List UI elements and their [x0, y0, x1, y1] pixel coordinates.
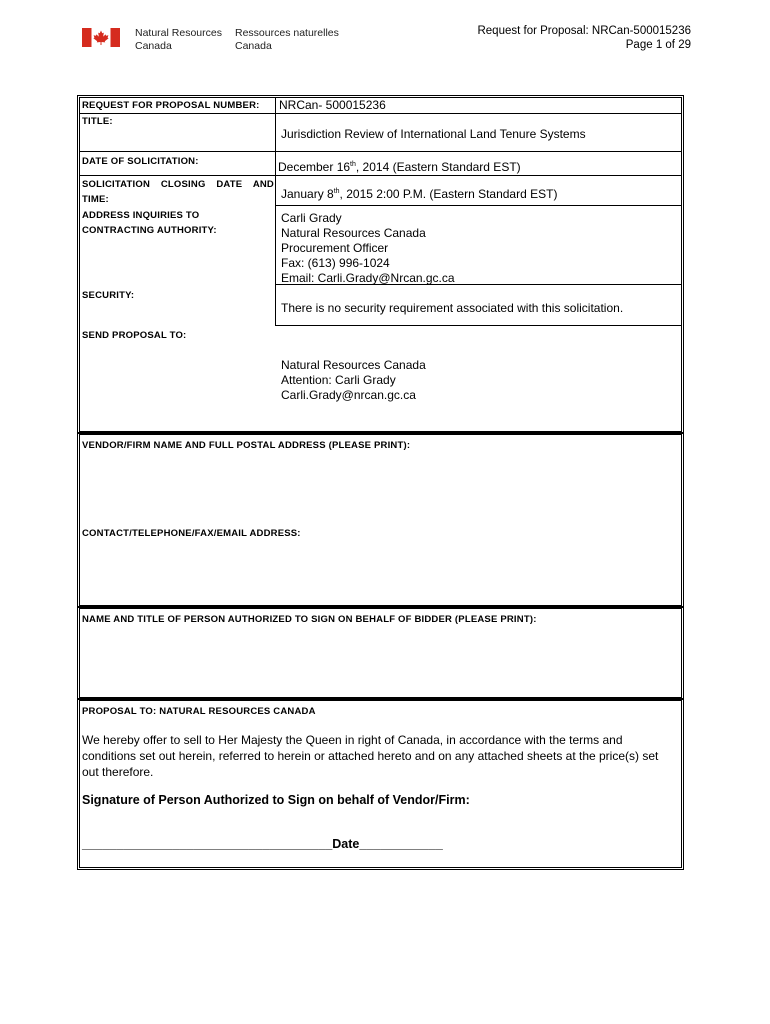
- offer-statement: We hereby offer to sell to Her Majesty the Queen in right of Canada, in accordance with the terms and conditions set out herein, referred to herein or attached hereto and on any attached sheets at the price(s) set out therefore.: [82, 733, 659, 779]
- rfp-number-value: NRCan- 500015236: [279, 98, 386, 112]
- row-divider: [275, 205, 681, 206]
- page-number: Page 1 of 29: [625, 39, 691, 51]
- proposal-offer-section: [77, 698, 684, 870]
- contact-email: Email: Carli.Grady@Nrcan.gc.ca: [281, 271, 455, 285]
- row-divider: [80, 175, 681, 176]
- date-label: DATE OF SOLICITATION:: [82, 156, 199, 167]
- send-proposal-label: SEND PROPOSAL TO:: [82, 330, 187, 341]
- title-value: Jurisdiction Review of International Land Tenure Systems: [281, 127, 586, 141]
- title-label: TITLE:: [82, 116, 113, 127]
- authorized-signer-section: [77, 606, 684, 700]
- closing-value-suffix: th: [333, 188, 340, 195]
- contact-info-label: CONTACT/TELEPHONE/FAX/EMAIL ADDRESS:: [82, 528, 301, 539]
- send-proposal-address: [281, 358, 426, 403]
- security-value: There is no security requirement associated with this solicitation.: [281, 301, 624, 315]
- closing-label-line1: SOLICITATION CLOSING DATE AND: [82, 179, 274, 190]
- row-divider: [275, 325, 681, 326]
- send-organization: Natural Resources Canada: [281, 358, 426, 372]
- rfp-number-label: REQUEST FOR PROPOSAL NUMBER:: [82, 100, 260, 111]
- date-value: [278, 157, 521, 175]
- solicitation-details-table: [77, 95, 684, 434]
- dept-fr-line2: Canada: [235, 39, 272, 52]
- dept-en-line2: Canada: [135, 39, 172, 52]
- closing-date-value: [281, 184, 557, 202]
- row-divider: [80, 113, 681, 114]
- row-divider: [80, 151, 681, 152]
- date-value-suffix: th: [350, 161, 356, 168]
- signature-date-line: ____________________________________Date____________: [82, 837, 443, 851]
- contact-title: Procurement Officer: [281, 241, 389, 255]
- vendor-name-address-label: VENDOR/FIRM NAME AND FULL POSTAL ADDRESS (PLEASE PRINT):: [82, 440, 411, 451]
- authorized-signer-label: NAME AND TITLE OF PERSON AUTHORIZED TO SIGN ON BEHALF OF BIDDER (PLEASE PRINT):: [82, 614, 537, 625]
- contracting-authority-contact: [281, 211, 455, 286]
- canada-flag-icon: [82, 28, 120, 47]
- document-header-reference: [477, 24, 691, 52]
- closing-value-main: January 8: [281, 187, 334, 201]
- date-value-rest: , 2014 (Eastern Standard EST): [355, 160, 521, 174]
- send-email: Carli.Grady@nrcan.gc.ca: [281, 388, 416, 402]
- contact-organization: Natural Resources Canada: [281, 226, 426, 240]
- security-label: SECURITY:: [82, 290, 135, 301]
- contact-fax: Fax: (613) 996-1024: [281, 256, 390, 270]
- document-reference: Request for Proposal: NRCan-500015236: [477, 25, 691, 37]
- vendor-information-section: [77, 432, 684, 608]
- inquiries-label-line2: CONTRACTING AUTHORITY:: [82, 225, 217, 236]
- date-value-main: December 16: [278, 160, 351, 174]
- inquiries-label-line1: ADDRESS INQUIRIES TO: [82, 210, 200, 221]
- closing-value-rest: , 2015 2:00 P.M. (Eastern Standard EST): [339, 187, 558, 201]
- signature-heading: Signature of Person Authorized to Sign on behalf of Vendor/Firm:: [82, 793, 470, 807]
- contact-name: Carli Grady: [281, 211, 342, 225]
- dept-en-line1: Natural Resources: [135, 27, 222, 39]
- proposal-to-label: PROPOSAL TO: NATURAL RESOURCES CANADA: [82, 706, 316, 717]
- department-name-french: [235, 27, 339, 52]
- department-name-english: [135, 27, 222, 52]
- column-divider: [275, 98, 276, 325]
- dept-fr-line1: Ressources naturelles: [235, 27, 339, 39]
- send-attention: Attention: Carli Grady: [281, 373, 396, 387]
- closing-label-line2: TIME:: [82, 194, 109, 205]
